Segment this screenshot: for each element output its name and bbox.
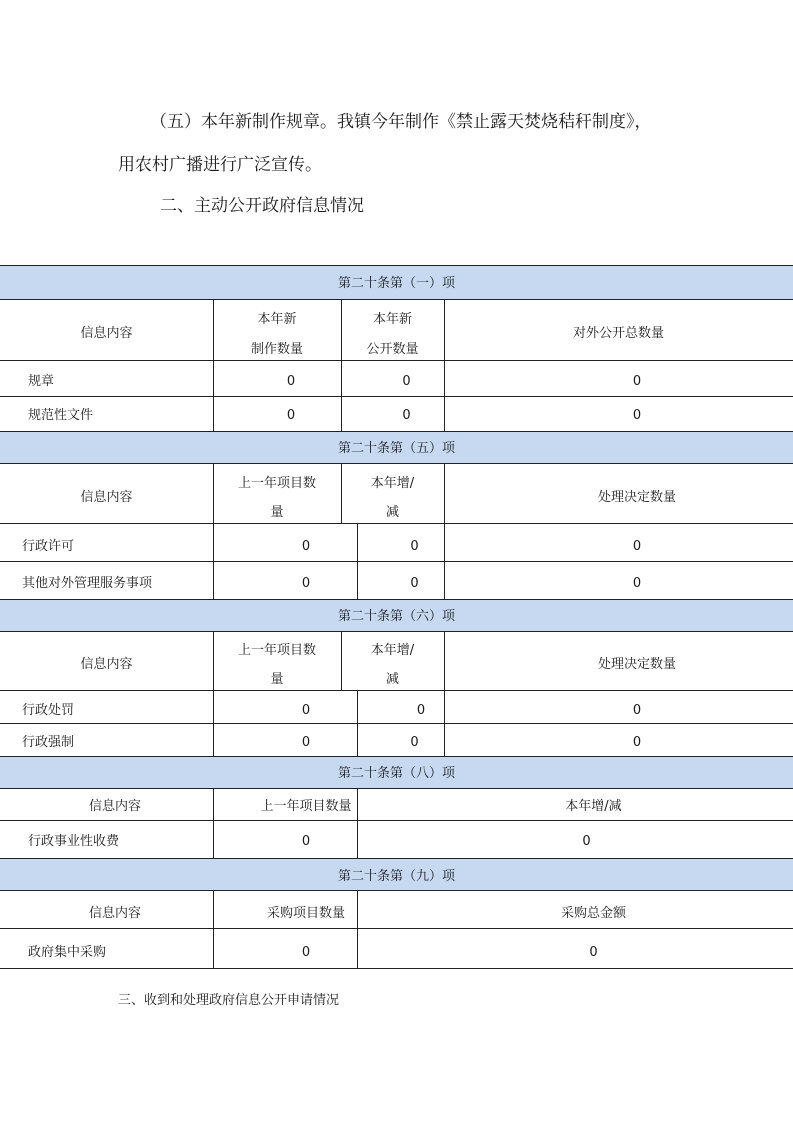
value-cell: 0 xyxy=(589,945,598,960)
table-rule xyxy=(0,463,793,464)
header-cell: 本年增/ xyxy=(370,476,415,491)
row-label: 行政事业性收费 xyxy=(28,834,120,849)
value-cell: 0 xyxy=(632,408,642,423)
value-cell: 0 xyxy=(286,374,296,389)
value-cell: 0 xyxy=(632,539,642,554)
row-label: 规范性文件 xyxy=(28,408,94,423)
value-cell: 0 xyxy=(632,703,642,718)
table-rule xyxy=(0,431,793,432)
table-rule xyxy=(341,299,342,431)
section-title: 第二十条第（一）项 xyxy=(337,276,455,291)
value-cell: 0 xyxy=(301,945,311,960)
value-cell: 0 xyxy=(301,539,311,554)
value-cell: 0 xyxy=(410,735,419,750)
table-rule xyxy=(0,890,793,891)
value-cell: 0 xyxy=(416,703,426,718)
header-cell: 采购总金额 xyxy=(560,906,626,921)
table-rule xyxy=(0,631,793,632)
value-cell: 0 xyxy=(410,539,419,554)
header-cell: 处理决定数量 xyxy=(597,657,676,672)
value-cell: 0 xyxy=(301,834,311,849)
paragraph-line: （五）本年新制作规章。我镇今年制作《禁止露天焚烧秸秆制度》， xyxy=(150,112,652,132)
header-cell: 信息内容 xyxy=(88,906,141,921)
table-rule xyxy=(0,299,793,300)
header-cell: 信息内容 xyxy=(80,657,133,672)
table-rule xyxy=(0,858,793,859)
header-cell: 上一年项目数 xyxy=(237,476,316,491)
table-rule xyxy=(0,396,793,397)
header-cell: 量 xyxy=(270,505,284,520)
table-rule xyxy=(0,820,793,821)
row-label: 行政处罚 xyxy=(22,703,75,718)
value-cell: 0 xyxy=(301,576,311,591)
value-cell: 0 xyxy=(410,576,419,591)
value-cell: 0 xyxy=(632,374,642,389)
value-cell: 0 xyxy=(632,735,642,750)
header-cell: 上一年项目数 xyxy=(237,643,316,658)
table-rule xyxy=(0,928,793,929)
value-cell: 0 xyxy=(582,834,591,849)
header-cell: 本年增/减 xyxy=(565,799,622,814)
table-rule xyxy=(444,463,445,599)
table-rule xyxy=(0,756,793,757)
header-cell: 处理决定数量 xyxy=(597,490,676,505)
table-rule xyxy=(0,561,793,562)
section-title: 第二十条第（九）项 xyxy=(337,869,455,884)
table-rule xyxy=(213,890,214,968)
row-label: 政府集中采购 xyxy=(28,945,107,960)
header-cell: 本年新 xyxy=(257,312,297,327)
table-rule xyxy=(213,463,214,599)
table-rule xyxy=(341,631,342,690)
table-rule xyxy=(0,599,793,600)
section-title: 第二十条第（六）项 xyxy=(337,609,455,624)
table-rule xyxy=(0,265,793,266)
table-rule xyxy=(444,631,445,756)
section-heading: 三、收到和处理政府信息公开申请情况 xyxy=(118,993,340,1008)
paragraph-line: 用农村广播进行广泛宣传。 xyxy=(118,155,322,175)
value-cell: 0 xyxy=(301,735,311,750)
header-cell: 信息内容 xyxy=(80,490,133,505)
header-cell: 制作数量 xyxy=(250,342,303,357)
table-rule xyxy=(0,523,793,524)
section-title: 第二十条第（八）项 xyxy=(337,766,455,781)
value-cell: 0 xyxy=(286,408,296,423)
row-label: 行政许可 xyxy=(22,539,75,554)
table-rule xyxy=(357,690,358,756)
table-rule xyxy=(0,723,793,724)
table-rule xyxy=(357,788,358,858)
section-heading: 二、主动公开政府信息情况 xyxy=(160,196,364,216)
value-cell: 0 xyxy=(402,408,411,423)
header-cell: 减 xyxy=(385,672,399,687)
table-rule xyxy=(0,360,793,361)
table-rule xyxy=(213,299,214,431)
table-rule xyxy=(0,788,793,789)
header-cell: 信息内容 xyxy=(88,799,141,814)
table-rule xyxy=(213,631,214,756)
header-cell: 本年增/ xyxy=(370,643,415,658)
header-cell: 上一年项目数量 xyxy=(260,799,352,814)
header-cell: 量 xyxy=(270,672,284,687)
header-cell: 对外公开总数量 xyxy=(572,326,664,341)
row-label: 规章 xyxy=(28,374,55,389)
section-title: 第二十条第（五）项 xyxy=(337,441,455,456)
table-rule xyxy=(213,788,214,858)
row-label: 行政强制 xyxy=(22,735,75,750)
header-cell: 减 xyxy=(385,505,399,520)
table-rule xyxy=(341,463,342,523)
header-cell: 本年新 xyxy=(372,312,412,327)
value-cell: 0 xyxy=(301,703,311,718)
header-cell: 公开数量 xyxy=(366,342,419,357)
table-rule xyxy=(0,690,793,691)
table-rule xyxy=(0,968,793,969)
table-rule xyxy=(357,523,358,599)
header-cell: 信息内容 xyxy=(80,326,133,341)
table-rule xyxy=(357,890,358,968)
value-cell: 0 xyxy=(402,374,411,389)
header-cell: 采购项目数量 xyxy=(266,906,345,921)
table-rule xyxy=(444,299,445,431)
row-label: 其他对外管理服务事项 xyxy=(22,576,153,591)
value-cell: 0 xyxy=(632,576,642,591)
